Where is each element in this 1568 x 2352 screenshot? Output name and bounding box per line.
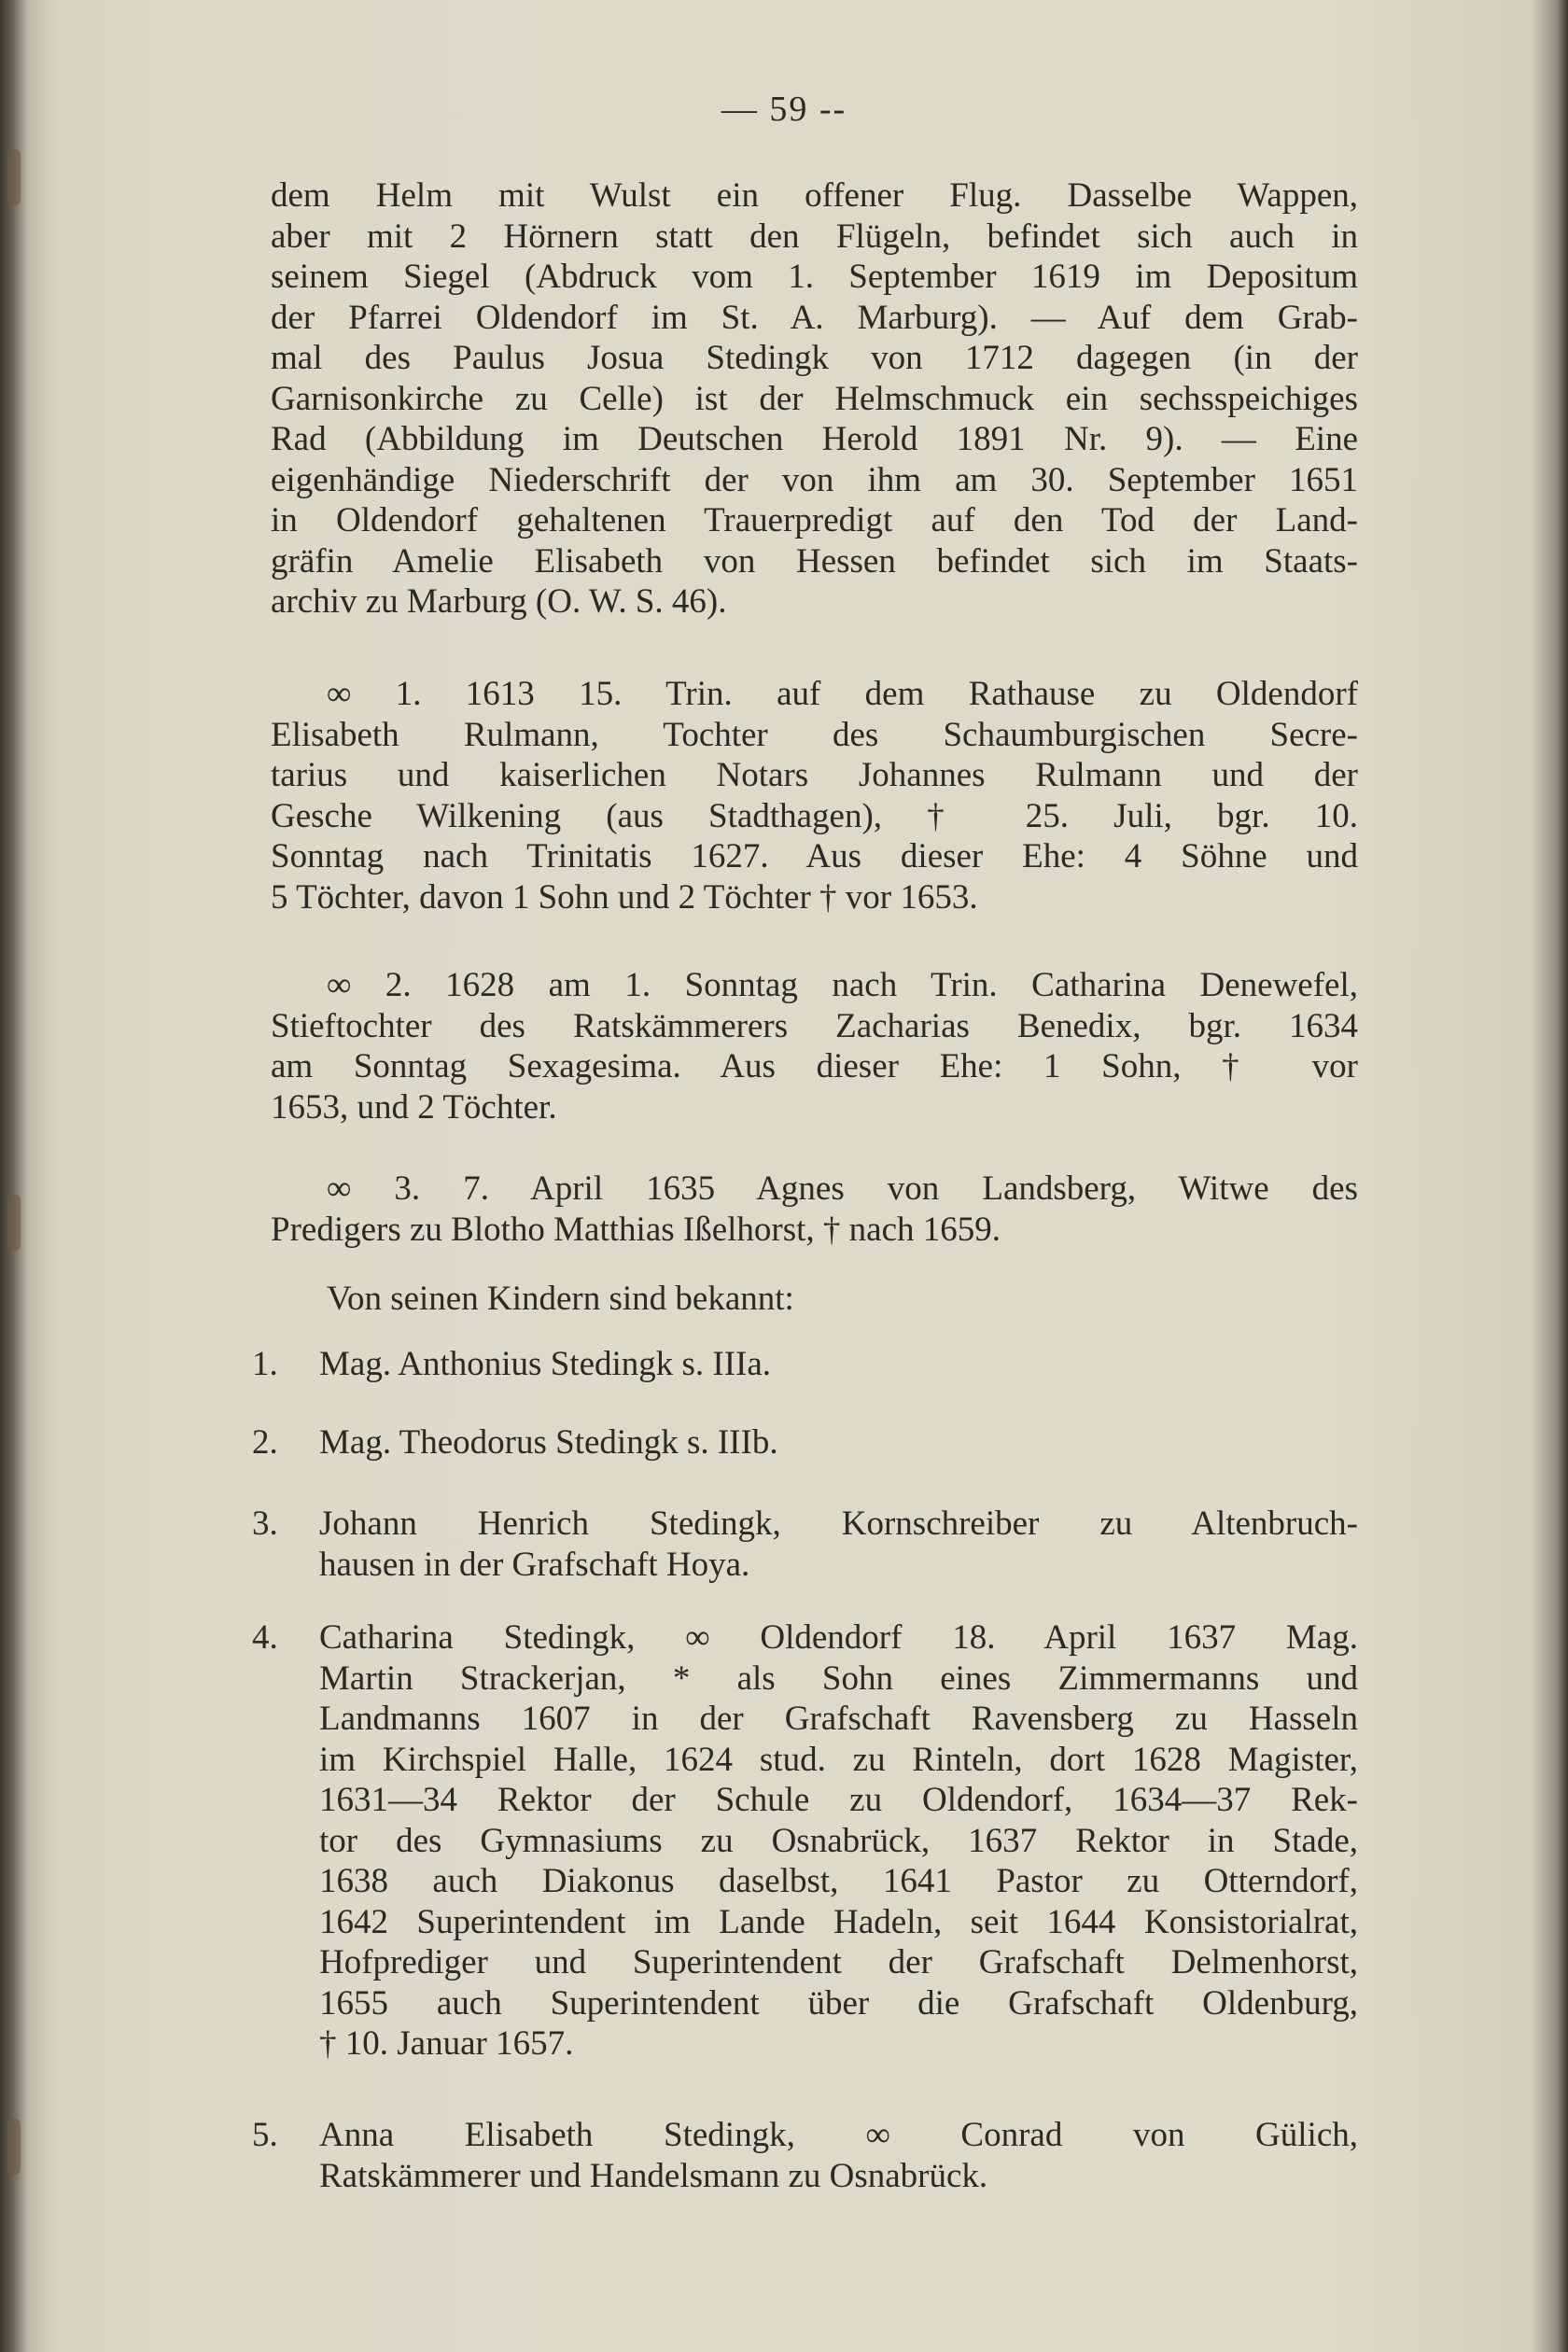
text-line: der Pfarrei Oldendorf im St. A. Marburg). — Auf dem Grab- (271, 298, 1358, 337)
text-line: gräfin Amelie Elisabeth von Hessen befindet sich im Staats- (271, 541, 1358, 581)
text-line: ∞ 3. 7. April 1635 Agnes von Landsberg, Witwe des (327, 1169, 1358, 1208)
text-line: 1631—34 Rektor der Schule zu Oldendorf, 1634—37 Rek- (319, 1781, 1358, 1819)
child-list-item (252, 1422, 1358, 1463)
paragraph (271, 1169, 1358, 1250)
child-list-item (252, 2115, 1358, 2196)
text-line: Hofprediger und Superintendent der Grafschaft Delmenhorst, (319, 1943, 1358, 1981)
paragraph (271, 965, 1358, 1127)
text-line: 1653, und 2 Töchter. (271, 1087, 557, 1127)
child-list-item (252, 1504, 1358, 1585)
text-line: Predigers zu Blotho Matthias Ißelhorst, † nach 1659. (271, 1210, 1001, 1249)
text-line: ∞ 2. 1628 am 1. Sonntag nach Trin. Catharina Denewefel, (327, 966, 1358, 1004)
text-line: tarius und kaiserlichen Notars Johannes Rulmann und der (271, 756, 1358, 794)
text-line: Elisabeth Rulmann, Tochter des Schaumburgischen Secre- (271, 715, 1358, 754)
text-line: Rad (Abbildung im Deutschen Herold 1891 Nr. 9). — Eine (271, 420, 1358, 458)
list-number: 2. (252, 1423, 278, 1462)
text-line: 1642 Superintendent im Lande Hadeln, seit 1644 Konsistorialrat, (319, 1902, 1358, 1941)
list-number: 3. (252, 1505, 278, 1543)
text-line: Anna Elisabeth Stedingk, ∞ Conrad von Gülich, (319, 2116, 1358, 2154)
text-line: in Oldendorf gehaltenen Trauerpredigt auf den Tod der Land- (271, 501, 1358, 539)
text-line: eigenhändige Niederschrift der von ihm am 30. September 1651 (271, 460, 1358, 499)
text-line: † 10. Januar 1657. (319, 2024, 574, 2063)
text-line: hausen in der Grafschaft Hoya. (319, 1545, 750, 1584)
text-line: Landmanns 1607 in der Grafschaft Ravensberg zu Hasseln (319, 1700, 1358, 1738)
binding-mark (7, 149, 21, 205)
text-line: mal des Paulus Josua Stedingk von 1712 dagegen (in der (271, 339, 1358, 377)
text-line: Sonntag nach Trinitatis 1627. Aus dieser Ehe: 4 Söhne und (271, 837, 1358, 875)
binding-mark (7, 2119, 21, 2175)
text-line: Gesche Wilkening (aus Stadthagen), † 25. Juli, bgr. 10. (271, 796, 1358, 835)
text-line: dem Helm mit Wulst ein offener Flug. Dasselbe Wappen, (271, 176, 1358, 215)
text-line: am Sonntag Sexagesima. Aus dieser Ehe: 1 Sohn, † vor (271, 1047, 1358, 1085)
binding-mark (7, 1195, 21, 1251)
text-line: 5 Töchter, davon 1 Sohn und 2 Töchter † vor 1653. (271, 877, 978, 917)
list-number: 5. (252, 2116, 278, 2154)
text-line: im Kirchspiel Halle, 1624 stud. zu Rinteln, dort 1628 Magister, (319, 1740, 1358, 1779)
text-line: aber mit 2 Hörnern statt den Flügeln, befindet sich auch in (271, 217, 1358, 256)
text-line: Mag. Theodorus Stedingk s. IIIb. (319, 1423, 778, 1462)
text-line: 1638 auch Diakonus daselbst, 1641 Pastor zu Otterndorf, (319, 1862, 1358, 1900)
text-line: archiv zu Marburg (O. W. S. 46). (271, 582, 727, 621)
text-line: Catharina Stedingk, ∞ Oldendorf 18. April 1637 Mag. (319, 1618, 1358, 1657)
text-line: Martin Strackerjan, * als Sohn eines Zimmermanns und (319, 1659, 1358, 1698)
child-list-item (252, 1344, 1358, 1385)
page-number: — 59 -- (721, 90, 847, 129)
text-line: tor des Gymnasiums zu Osnabrück, 1637 Rektor in Stade, (319, 1821, 1358, 1860)
list-number: 4. (252, 1618, 278, 1657)
text-line: Mag. Anthonius Stedingk s. IIIa. (319, 1345, 772, 1383)
child-list-item (252, 1617, 1358, 2065)
text-line: seinem Siegel (Abdruck vom 1. September 1619 im Depositum (271, 258, 1358, 296)
list-number: 1. (252, 1345, 278, 1383)
text-line: ∞ 1. 1613 15. Trin. auf dem Rathause zu Oldendorf (327, 675, 1358, 713)
text-line: Ratskämmerer und Handelsmann zu Osnabrück. (319, 2156, 988, 2195)
paragraph (271, 674, 1358, 917)
text-line: Johann Henrich Stedingk, Kornschreiber zu Altenbruch- (319, 1505, 1358, 1543)
text-line: Von seinen Kindern sind bekannt: (327, 1280, 794, 1318)
text-line: Stieftochter des Ratskämmerers Zacharias Benedix, bgr. 1634 (271, 1006, 1358, 1045)
paragraph (271, 1279, 1358, 1320)
text-line: 1655 auch Superintendent über die Grafschaft Oldenburg, (319, 1983, 1358, 2023)
paragraph (271, 175, 1358, 623)
text-line: Garnisonkirche zu Celle) ist der Helmschmuck ein sechsspeichiges (271, 379, 1358, 418)
